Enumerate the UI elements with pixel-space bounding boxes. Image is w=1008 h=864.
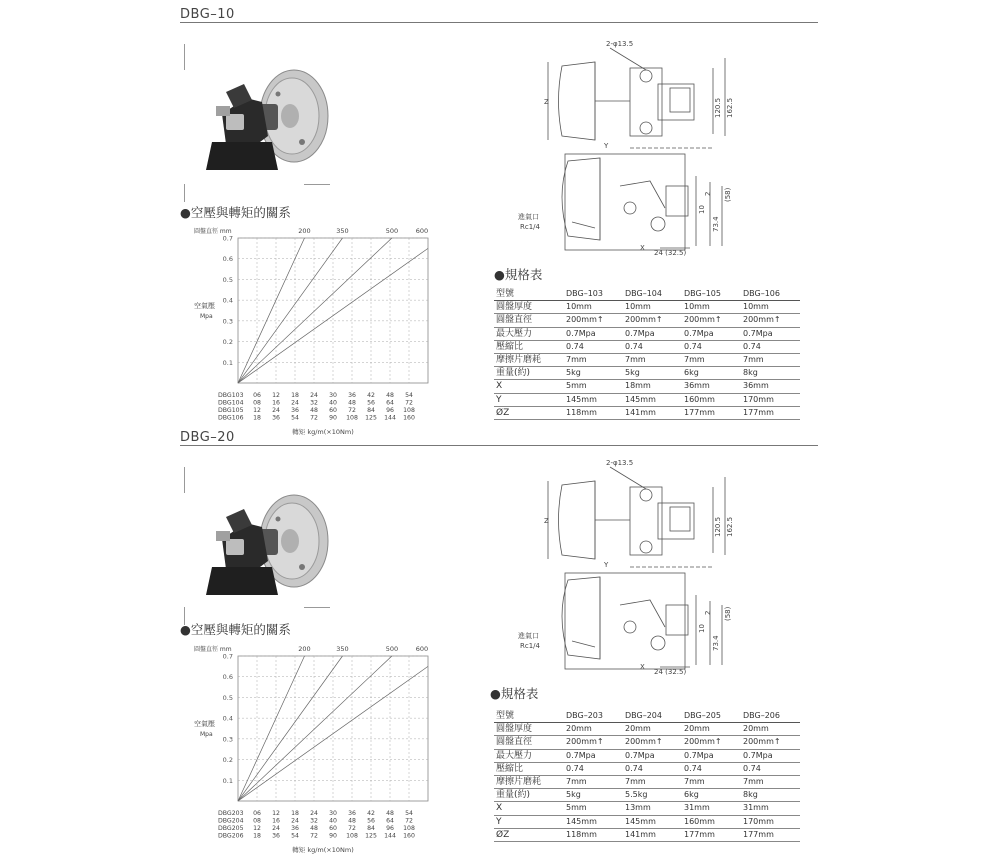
technical-drawing bbox=[500, 36, 820, 256]
section-divider bbox=[180, 22, 818, 23]
spec-header-model: DBG–205 bbox=[682, 710, 741, 723]
spec-cell: 5kg bbox=[564, 789, 623, 802]
y-tick-label: 0.3 bbox=[222, 735, 233, 744]
spec-header-row bbox=[494, 288, 800, 301]
spec-cell: 160mm bbox=[682, 815, 741, 828]
x-tick-label: 72 bbox=[310, 414, 318, 422]
top-tick-label: 600 bbox=[415, 645, 429, 653]
spec-row-label: Y bbox=[494, 815, 564, 828]
spec-row bbox=[494, 828, 800, 841]
spec-row-label: 摩擦片磨耗 bbox=[494, 775, 564, 788]
dimension-58: (58) bbox=[724, 606, 732, 621]
top-axis-label: 圓盤直徑 mm bbox=[194, 228, 232, 235]
spec-header-row bbox=[494, 710, 800, 723]
spec-cell: 5mm bbox=[564, 380, 623, 393]
x-tick-label: 60 bbox=[329, 407, 337, 414]
spec-cell: 7mm bbox=[682, 775, 741, 788]
x-tick-label: 06 bbox=[253, 392, 261, 399]
x-tick-label: 36 bbox=[272, 414, 280, 422]
spec-header-label: 型號 bbox=[494, 288, 564, 301]
spec-cell: 0.7Mpa bbox=[682, 327, 741, 340]
y-tick-label: 0.7 bbox=[222, 652, 233, 661]
hole-dimension-label: 2-φ13.5 bbox=[606, 40, 634, 48]
top-axis-label: 圓盤直徑 mm bbox=[194, 646, 232, 653]
spec-cell: 141mm bbox=[623, 406, 682, 419]
spec-cell: 0.7Mpa bbox=[741, 749, 800, 762]
product-photo bbox=[182, 44, 330, 202]
spec-cell: 200mm↑ bbox=[623, 314, 682, 327]
x-tick-label: 56 bbox=[367, 399, 375, 407]
spec-row-label: 摩擦片磨耗 bbox=[494, 353, 564, 366]
spec-cell: 160mm bbox=[682, 393, 741, 406]
x-dimension-label: X bbox=[640, 663, 645, 671]
y-tick-label: 0.2 bbox=[222, 338, 233, 347]
dimension-10: 10 bbox=[698, 624, 706, 633]
spec-cell: 8kg bbox=[741, 367, 800, 380]
spec-row-label: 最大壓力 bbox=[494, 749, 564, 762]
y-tick-label: 0.1 bbox=[222, 358, 233, 367]
product-photo bbox=[182, 467, 330, 625]
spec-cell: 200mm↑ bbox=[682, 736, 741, 749]
dimension-24-32-5: 24 (32.5) bbox=[654, 249, 687, 257]
section-title: DBG–20 bbox=[180, 430, 235, 445]
spec-cell: 200mm↑ bbox=[741, 314, 800, 327]
x-tick-label: 54 bbox=[405, 810, 413, 817]
spec-cell: 0.7Mpa bbox=[564, 327, 623, 340]
dimension-120-5: 120.5 bbox=[714, 97, 722, 118]
spec-cell: 200mm↑ bbox=[623, 736, 682, 749]
x-tick-label: 18 bbox=[291, 392, 299, 399]
top-tick-label: 200 bbox=[298, 227, 311, 235]
spec-cell: 20mm bbox=[682, 723, 741, 736]
spec-row bbox=[494, 380, 800, 393]
x-tick-label: 54 bbox=[405, 392, 413, 399]
spec-row bbox=[494, 789, 800, 802]
spec-cell: 200mm↑ bbox=[564, 736, 623, 749]
spec-header-model: DBG–206 bbox=[741, 710, 800, 723]
top-tick-label: 350 bbox=[336, 227, 349, 235]
spec-row bbox=[494, 406, 800, 419]
x-tick-label: 72 bbox=[405, 817, 413, 825]
spec-row-label: 圓盤直徑 bbox=[494, 314, 564, 327]
spec-row-label: 最大壓力 bbox=[494, 327, 564, 340]
x-tick-label: 36 bbox=[348, 392, 356, 399]
spec-cell: 20mm bbox=[741, 723, 800, 736]
spec-cell: 145mm bbox=[623, 815, 682, 828]
caliper-brake-image bbox=[182, 467, 330, 625]
spec-cell: 6kg bbox=[682, 789, 741, 802]
spec-cell: 177mm bbox=[741, 406, 800, 419]
x-tick-label: 12 bbox=[272, 392, 280, 399]
spec-cell: 141mm bbox=[623, 828, 682, 841]
dimension-58: (58) bbox=[724, 187, 732, 202]
x-tick-label: 36 bbox=[291, 825, 299, 832]
spec-cell: 170mm bbox=[741, 393, 800, 406]
x-tick-label: 108 bbox=[346, 832, 358, 840]
spec-cell: 177mm bbox=[741, 828, 800, 841]
x-tick-label: 72 bbox=[348, 825, 356, 832]
spec-cell: 7mm bbox=[682, 353, 741, 366]
x-tick-label: 64 bbox=[386, 817, 394, 825]
spec-cell: 0.7Mpa bbox=[741, 327, 800, 340]
air-inlet-label: 進氣口 bbox=[518, 213, 539, 221]
spec-cell: 31mm bbox=[741, 802, 800, 815]
dimension-120-5: 120.5 bbox=[714, 516, 722, 537]
top-tick-label: 500 bbox=[385, 227, 399, 235]
x-tick-label: 96 bbox=[386, 825, 394, 832]
air-pressure-torque-chart bbox=[190, 222, 440, 436]
technical-drawing bbox=[500, 455, 820, 675]
spec-cell: 20mm bbox=[623, 723, 682, 736]
y-dimension-label: Y bbox=[604, 561, 609, 569]
spec-row-label: Y bbox=[494, 393, 564, 406]
spec-cell: 0.74 bbox=[682, 762, 741, 775]
y-tick-label: 0.2 bbox=[222, 756, 233, 765]
spec-cell: 118mm bbox=[564, 406, 623, 419]
y-tick-label: 0.3 bbox=[222, 317, 233, 326]
spec-row bbox=[494, 815, 800, 828]
x-tick-label: 08 bbox=[253, 399, 261, 407]
x-tick-label: 125 bbox=[365, 414, 377, 422]
y-tick-label: 0.7 bbox=[222, 234, 233, 243]
spec-row-label: 圓盤直徑 bbox=[494, 736, 564, 749]
spec-cell: 7mm bbox=[741, 353, 800, 366]
x-tick-label: 32 bbox=[310, 399, 318, 407]
spec-header-model: DBG–204 bbox=[623, 710, 682, 723]
top-tick-label: 600 bbox=[415, 227, 429, 235]
x-tick-label: 54 bbox=[291, 832, 299, 840]
x-dimension-label: X bbox=[640, 244, 645, 252]
dimension-24-32-5: 24 (32.5) bbox=[654, 668, 687, 676]
y-tick-label: 0.4 bbox=[222, 714, 233, 723]
spec-heading: ●規格表 bbox=[494, 267, 543, 282]
z-dimension-label: Z bbox=[544, 98, 549, 106]
spec-cell: 0.74 bbox=[741, 762, 800, 775]
spec-cell: 0.74 bbox=[682, 340, 741, 353]
x-tick-label: 48 bbox=[348, 817, 356, 825]
spec-row bbox=[494, 314, 800, 327]
air-inlet-thread-label: Rc1/4 bbox=[520, 642, 540, 650]
spec-row-label: 壓縮比 bbox=[494, 340, 564, 353]
x-tick-label: 24 bbox=[291, 399, 299, 407]
spec-row-label: 重量(約) bbox=[494, 367, 564, 380]
x-tick-label: 42 bbox=[367, 392, 375, 399]
x-tick-label: 24 bbox=[310, 810, 318, 817]
x-tick-label: 48 bbox=[310, 825, 318, 832]
x-tick-label: 144 bbox=[384, 832, 396, 840]
spec-row bbox=[494, 749, 800, 762]
spec-cell: 36mm bbox=[682, 380, 741, 393]
dimension-2: 2 bbox=[704, 191, 712, 196]
spec-cell: 200mm↑ bbox=[741, 736, 800, 749]
hole-dimension-label: 2-φ13.5 bbox=[606, 459, 634, 467]
x-tick-label: 12 bbox=[253, 825, 261, 832]
spec-cell: 145mm bbox=[623, 393, 682, 406]
photo-corner-mark bbox=[184, 467, 185, 493]
chart-heading: ●空壓與轉矩的關系 bbox=[180, 205, 291, 220]
series-line-350 bbox=[238, 656, 343, 801]
spec-row bbox=[494, 736, 800, 749]
x-tick-label: 24 bbox=[272, 407, 280, 414]
x-tick-label: 64 bbox=[386, 399, 394, 407]
spec-cell: 36mm bbox=[741, 380, 800, 393]
y-axis-label: 空氣壓 bbox=[194, 302, 215, 310]
spec-cell: 200mm↑ bbox=[564, 314, 623, 327]
x-tick-label: 18 bbox=[291, 810, 299, 817]
spec-cell: 7mm bbox=[741, 775, 800, 788]
x-tick-label: 30 bbox=[329, 392, 337, 399]
spec-cell: 118mm bbox=[564, 828, 623, 841]
top-tick-label: 200 bbox=[298, 645, 311, 653]
x-tick-label: 56 bbox=[367, 817, 375, 825]
x-tick-label: 108 bbox=[403, 407, 415, 414]
spec-header-model: DBG–106 bbox=[741, 288, 800, 301]
x-tick-label: 08 bbox=[253, 817, 261, 825]
spec-row bbox=[494, 393, 800, 406]
spec-cell: 31mm bbox=[682, 802, 741, 815]
spec-cell: 0.74 bbox=[623, 340, 682, 353]
x-tick-label: 16 bbox=[272, 817, 280, 825]
x-scale-model-name: DBG206 bbox=[218, 832, 244, 840]
spec-row bbox=[494, 802, 800, 815]
x-tick-label: 18 bbox=[253, 832, 261, 840]
x-tick-label: 72 bbox=[405, 399, 413, 407]
x-tick-label: 48 bbox=[386, 810, 394, 817]
spec-cell: 0.74 bbox=[741, 340, 800, 353]
spec-cell: 177mm bbox=[682, 406, 741, 419]
spec-header-label: 型號 bbox=[494, 710, 564, 723]
x-tick-label: 48 bbox=[386, 392, 394, 399]
x-scale-model-name: DBG205 bbox=[218, 825, 244, 832]
spec-cell: 20mm bbox=[564, 723, 623, 736]
series-line-500 bbox=[238, 656, 392, 801]
x-tick-label: 40 bbox=[329, 399, 337, 407]
spec-cell: 7mm bbox=[564, 353, 623, 366]
air-inlet-label: 進氣口 bbox=[518, 632, 539, 640]
x-tick-label: 54 bbox=[291, 414, 299, 422]
spec-cell: 13mm bbox=[623, 802, 682, 815]
spec-header-model: DBG–104 bbox=[623, 288, 682, 301]
spec-row bbox=[494, 723, 800, 736]
spec-cell: 0.74 bbox=[564, 340, 623, 353]
x-tick-label: 42 bbox=[367, 810, 375, 817]
y-axis-label: 空氣壓 bbox=[194, 720, 215, 728]
spec-header-model: DBG–105 bbox=[682, 288, 741, 301]
spec-cell: 0.74 bbox=[564, 762, 623, 775]
spec-cell: 5.5kg bbox=[623, 789, 682, 802]
x-tick-label: 36 bbox=[272, 832, 280, 840]
spec-table bbox=[494, 710, 800, 842]
dimension-162-5: 162.5 bbox=[726, 516, 734, 537]
x-tick-label: 24 bbox=[291, 817, 299, 825]
photo-corner-mark bbox=[304, 184, 330, 185]
spec-cell: 170mm bbox=[741, 815, 800, 828]
spec-row bbox=[494, 327, 800, 340]
z-dimension-label: Z bbox=[544, 517, 549, 525]
x-tick-label: 06 bbox=[253, 810, 261, 817]
spec-row-label: 圓盤厚度 bbox=[494, 301, 564, 314]
x-tick-label: 72 bbox=[348, 407, 356, 414]
spec-cell: 10mm bbox=[623, 301, 682, 314]
y-tick-label: 0.5 bbox=[222, 693, 233, 702]
spec-cell: 5mm bbox=[564, 802, 623, 815]
spec-row bbox=[494, 762, 800, 775]
x-tick-label: 72 bbox=[310, 832, 318, 840]
x-tick-label: 24 bbox=[310, 392, 318, 399]
spec-cell: 0.7Mpa bbox=[564, 749, 623, 762]
spec-cell: 6kg bbox=[682, 367, 741, 380]
spec-row-label: X bbox=[494, 380, 564, 393]
x-tick-label: 40 bbox=[329, 817, 337, 825]
spec-row bbox=[494, 367, 800, 380]
x-tick-label: 18 bbox=[253, 414, 261, 422]
spec-row bbox=[494, 340, 800, 353]
y-tick-label: 0.6 bbox=[222, 255, 233, 264]
chart-heading: ●空壓與轉矩的關系 bbox=[180, 622, 291, 637]
spec-cell: 0.74 bbox=[623, 762, 682, 775]
y-axis-unit: Mpa bbox=[200, 731, 213, 738]
air-pressure-torque-chart bbox=[190, 640, 440, 854]
photo-corner-mark bbox=[184, 184, 185, 202]
x-scale-model-name: DBG103 bbox=[218, 392, 244, 399]
spec-cell: 7mm bbox=[564, 775, 623, 788]
x-tick-label: 90 bbox=[329, 414, 337, 422]
spec-heading: ●規格表 bbox=[490, 686, 539, 701]
x-tick-label: 84 bbox=[367, 407, 375, 414]
y-tick-label: 0.6 bbox=[222, 673, 233, 682]
spec-cell: 18mm bbox=[623, 380, 682, 393]
x-tick-label: 48 bbox=[310, 407, 318, 414]
section-title: DBG–10 bbox=[180, 7, 235, 22]
x-scale-model-name: DBG106 bbox=[218, 414, 244, 422]
y-dimension-label: Y bbox=[604, 142, 609, 150]
x-tick-label: 160 bbox=[403, 414, 415, 422]
spec-cell: 10mm bbox=[564, 301, 623, 314]
spec-cell: 177mm bbox=[682, 828, 741, 841]
dimension-10: 10 bbox=[698, 205, 706, 214]
x-axis-label: 轉矩 kg/m(×10Nm) bbox=[292, 846, 354, 854]
spec-row-label: ØZ bbox=[494, 828, 564, 841]
x-scale-model-name: DBG204 bbox=[218, 817, 244, 825]
dimension-162-5: 162.5 bbox=[726, 97, 734, 118]
x-tick-label: 84 bbox=[367, 825, 375, 832]
x-tick-label: 24 bbox=[272, 825, 280, 832]
x-tick-label: 96 bbox=[386, 407, 394, 414]
spec-cell: 0.7Mpa bbox=[623, 749, 682, 762]
y-tick-label: 0.5 bbox=[222, 275, 233, 284]
series-line-200 bbox=[238, 238, 305, 383]
spec-cell: 0.7Mpa bbox=[682, 749, 741, 762]
spec-header-model: DBG–103 bbox=[564, 288, 623, 301]
spec-cell: 200mm↑ bbox=[682, 314, 741, 327]
x-tick-label: 144 bbox=[384, 414, 396, 422]
spec-cell: 0.7Mpa bbox=[623, 327, 682, 340]
y-tick-label: 0.4 bbox=[222, 296, 233, 305]
spec-cell: 145mm bbox=[564, 393, 623, 406]
x-tick-label: 36 bbox=[348, 810, 356, 817]
x-tick-label: 48 bbox=[348, 399, 356, 407]
x-tick-label: 12 bbox=[272, 810, 280, 817]
caliper-brake-image bbox=[182, 44, 330, 202]
photo-corner-mark bbox=[184, 44, 185, 70]
spec-row-label: 重量(約) bbox=[494, 789, 564, 802]
spec-row-label: 壓縮比 bbox=[494, 762, 564, 775]
spec-cell: 5kg bbox=[623, 367, 682, 380]
x-tick-label: 12 bbox=[253, 407, 261, 414]
spec-row-label: 圓盤厚度 bbox=[494, 723, 564, 736]
x-tick-label: 60 bbox=[329, 825, 337, 832]
series-line-200 bbox=[238, 656, 305, 801]
dimension-73-4: 73.4 bbox=[712, 635, 720, 651]
spec-row bbox=[494, 353, 800, 366]
x-tick-label: 108 bbox=[346, 414, 358, 422]
spec-cell: 8kg bbox=[741, 789, 800, 802]
spec-row-label: X bbox=[494, 802, 564, 815]
x-tick-label: 160 bbox=[403, 832, 415, 840]
x-tick-label: 108 bbox=[403, 825, 415, 832]
top-tick-label: 350 bbox=[336, 645, 349, 653]
x-tick-label: 90 bbox=[329, 832, 337, 840]
spec-row-label: ØZ bbox=[494, 406, 564, 419]
x-scale-model-name: DBG203 bbox=[218, 810, 244, 817]
product-section-dbg-20 bbox=[0, 425, 1008, 857]
x-tick-label: 32 bbox=[310, 817, 318, 825]
x-tick-label: 30 bbox=[329, 810, 337, 817]
dimension-2: 2 bbox=[704, 610, 712, 615]
y-axis-unit: Mpa bbox=[200, 313, 213, 320]
series-line-500 bbox=[238, 238, 392, 383]
air-inlet-thread-label: Rc1/4 bbox=[520, 223, 540, 231]
photo-corner-mark bbox=[304, 607, 330, 608]
spec-row bbox=[494, 301, 800, 314]
x-scale-model-name: DBG104 bbox=[218, 399, 244, 407]
spec-cell: 7mm bbox=[623, 353, 682, 366]
x-tick-label: 36 bbox=[291, 407, 299, 414]
x-scale-model-name: DBG105 bbox=[218, 407, 244, 414]
y-tick-label: 0.1 bbox=[222, 776, 233, 785]
x-axis-label: 轉矩 kg/m(×10Nm) bbox=[292, 428, 354, 436]
spec-header-model: DBG–203 bbox=[564, 710, 623, 723]
spec-cell: 145mm bbox=[564, 815, 623, 828]
top-tick-label: 500 bbox=[385, 645, 399, 653]
spec-table bbox=[494, 288, 800, 420]
spec-row bbox=[494, 775, 800, 788]
x-tick-label: 16 bbox=[272, 399, 280, 407]
section-divider bbox=[180, 445, 818, 446]
spec-cell: 7mm bbox=[623, 775, 682, 788]
spec-cell: 10mm bbox=[741, 301, 800, 314]
series-line-350 bbox=[238, 238, 343, 383]
dimension-73-4: 73.4 bbox=[712, 216, 720, 232]
spec-cell: 10mm bbox=[682, 301, 741, 314]
spec-cell: 5kg bbox=[564, 367, 623, 380]
x-tick-label: 125 bbox=[365, 832, 377, 840]
